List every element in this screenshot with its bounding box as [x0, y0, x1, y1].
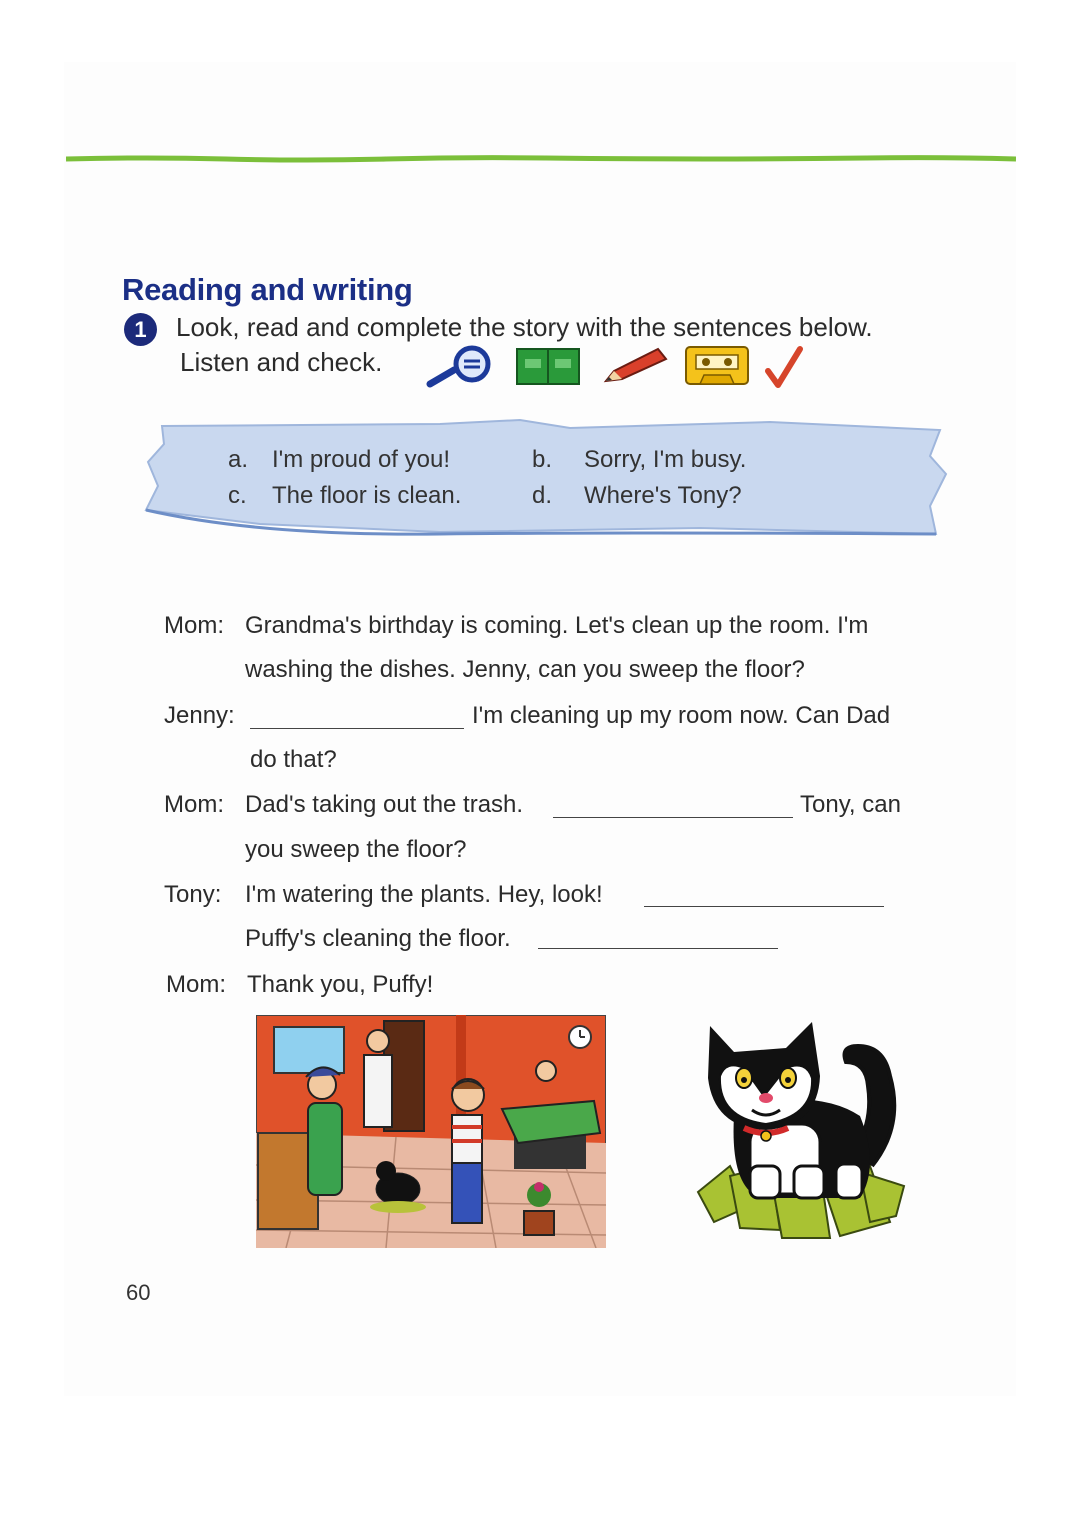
book-icon	[515, 347, 581, 387]
option-b: b. Sorry, I'm busy.	[532, 446, 747, 473]
dialogue-line: Grandma's birthday is coming. Let's clean up the room. I'm	[245, 612, 869, 639]
dialogue-line: I'm cleaning up my room now. Can Dad	[472, 702, 891, 729]
family-cleaning-illustration	[256, 1015, 606, 1248]
dialogue-line: you sweep the floor?	[245, 836, 467, 863]
instruction-line-1: Look, read and complete the story with the sentences below.	[176, 312, 873, 342]
speaker-mom: Mom:	[164, 612, 224, 639]
answer-blank-3[interactable]	[644, 906, 884, 907]
cassette-icon	[684, 345, 750, 387]
sentence-options-panel	[140, 416, 952, 542]
answer-blank-1[interactable]	[250, 728, 464, 729]
section-title: Reading and writing	[122, 272, 413, 307]
dialogue-line: do that?	[250, 746, 337, 773]
option-d: d. Where's Tony?	[532, 482, 742, 509]
option-a: a. I'm proud of you!	[228, 446, 451, 473]
dialogue-line: Thank you, Puffy!	[247, 971, 434, 998]
dialogue-line: washing the dishes. Jenny, can you sweep the floor?	[245, 656, 805, 683]
pencil-icon	[600, 345, 670, 387]
cat-puffy-illustration	[690, 1016, 910, 1242]
dialogue-line: Dad's taking out the trash.	[245, 791, 524, 818]
speaker-tony: Tony:	[164, 881, 222, 908]
option-c: c. The floor is clean.	[228, 482, 462, 509]
speaker-jenny: Jenny:	[164, 702, 235, 729]
answer-blank-4[interactable]	[538, 948, 778, 949]
exercise-number-badge: 1	[124, 313, 157, 346]
dialogue-line: I'm watering the plants. Hey, look!	[245, 881, 603, 908]
speaker-mom: Mom:	[166, 971, 226, 998]
options-panel-background	[140, 416, 952, 542]
checkmark-icon	[764, 345, 804, 389]
instruction-line-2: Listen and check.	[180, 347, 383, 377]
page-number: 60	[126, 1280, 151, 1305]
dialogue-line: Tony, can	[800, 791, 901, 818]
top-divider	[66, 155, 1016, 163]
dialogue-line: Puffy's cleaning the floor.	[245, 925, 511, 952]
speaker-mom: Mom:	[164, 791, 224, 818]
answer-blank-2[interactable]	[553, 817, 793, 818]
magnifier-icon	[424, 344, 496, 390]
